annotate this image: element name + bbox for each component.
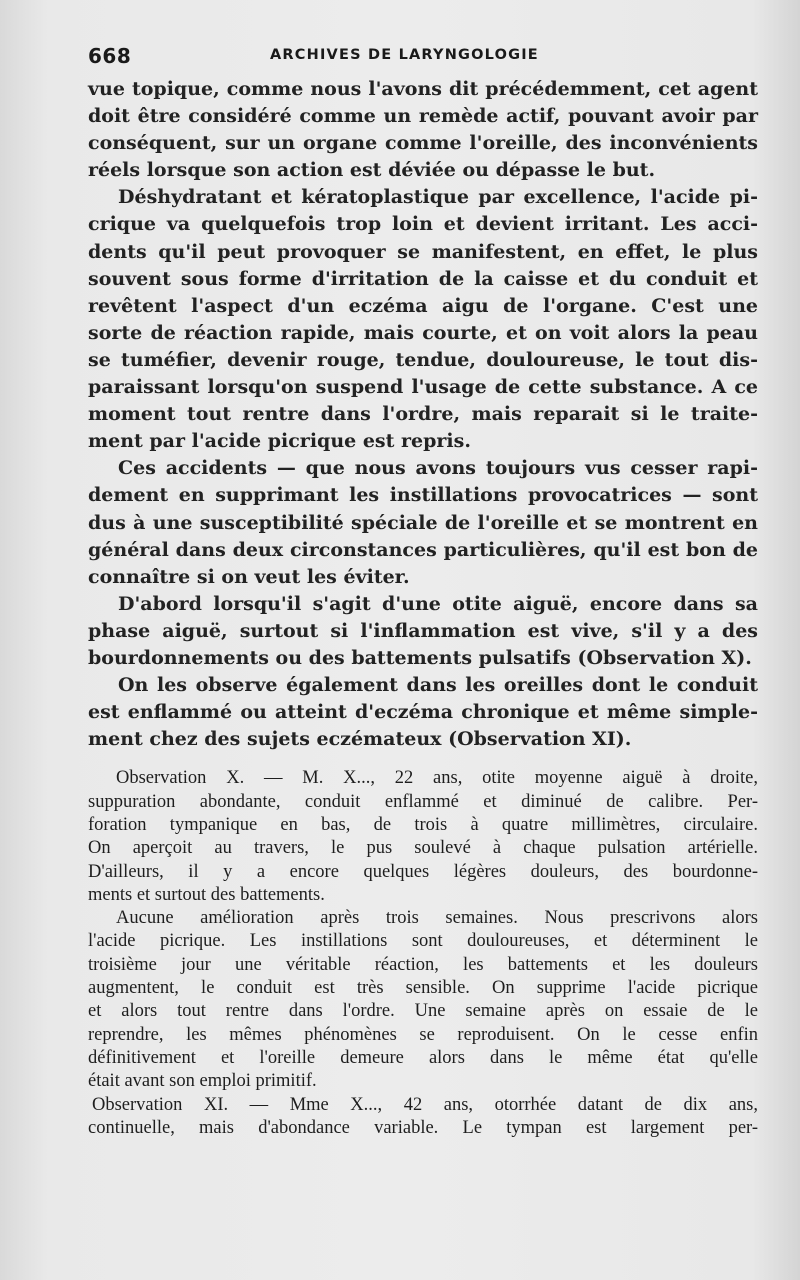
text-line: bourdonnements ou des battements pulsatifs (Observation X). — [88, 646, 752, 669]
text-line: sorte de réaction rapide, mais courte, et on voit alors la peau — [88, 321, 758, 344]
observation-xi — [88, 1094, 758, 1141]
paragraph-3 — [88, 455, 758, 590]
text-line: Observation XI. — Mme X..., 42 ans, otorrhée datant de dix ans, — [92, 1094, 758, 1115]
text-line: est enflammé ou atteint d'eczéma chronique et même simple- — [88, 701, 758, 724]
observation-x — [88, 767, 758, 907]
text-line: foration tympanique en bas, de trois à quatre millimètres, circulaire. — [88, 814, 758, 835]
paragraph-4 — [88, 591, 758, 672]
text-line: paraissant lorsqu'on suspend l'usage de cette substance. A ce — [88, 376, 758, 399]
text-line: augmentent, le conduit est très sensible. On supprime l'acide picrique — [88, 978, 758, 999]
text-line: crique va quelquefois trop loin et devient irritant. Les acci- — [88, 213, 758, 236]
text-line: On aperçoit au travers, le pus soulevé à chaque pulsation artérielle. — [88, 838, 758, 859]
text-line: se tuméfier, devenir rouge, tendue, douloureuse, le tout dis- — [88, 348, 758, 371]
text-line: Déshydratant et kératoplastique par excellence, l'acide pi- — [118, 186, 758, 209]
text-line: ment par l'acide picrique est repris. — [88, 430, 471, 453]
text-line: définitivement et l'oreille demeure alors dans le même état qu'elle — [88, 1047, 758, 1068]
text-line: phase aiguë, surtout si l'inflammation est vive, s'il y a des — [88, 619, 758, 642]
text-line: conséquent, sur un organe comme l'oreille, des inconvénients — [88, 132, 758, 155]
text-line: D'abord lorsqu'il s'agit d'une otite aiguë, encore dans sa — [118, 592, 758, 615]
paragraph-2 — [88, 184, 758, 455]
text-line: D'ailleurs, il y a encore quelques légères douleurs, des bourdonne- — [88, 861, 758, 882]
text-line: et alors tout rentre dans l'ordre. Une semaine après on essaie de le — [88, 1001, 758, 1022]
text-line: Observation X. — M. X..., 22 ans, otite moyenne aiguë à droite, — [116, 768, 758, 789]
text-line: dement en supprimant les instillations provocatrices — sont — [88, 484, 758, 507]
text-line: était avant son emploi primitif. — [88, 1071, 317, 1092]
text-line: réels lorsque son action est déviée ou dépasse le but. — [88, 159, 656, 182]
text-line: suppuration abondante, conduit enflammé et diminué de calibre. Per- — [88, 791, 758, 812]
text-line: Ces accidents — que nous avons toujours vus cesser rapi- — [118, 457, 758, 480]
text-line: l'acide picrique. Les instillations sont douloureuses, et déterminent le — [88, 931, 758, 952]
text-line: ments et surtout des battements. — [88, 884, 325, 905]
running-head: ARCHIVES DE LARYNGOLOGIE — [270, 47, 539, 63]
text-line: troisième jour une véritable réaction, les battements et les douleurs — [88, 954, 758, 975]
text-line: ment chez des sujets eczémateux (Observation XI). — [88, 728, 632, 751]
page-number: 668 — [88, 44, 132, 68]
text-line: souvent sous forme d'irritation de la caisse et du conduit et — [88, 267, 758, 290]
body-text — [88, 76, 758, 753]
text-line: doit être considéré comme un remède actif, pouvant avoir par — [88, 105, 758, 128]
observation-x-continued — [88, 907, 758, 1093]
text-line: dents qu'il peut provoquer se manifestent, en effet, le plus — [88, 240, 758, 263]
text-line: reprendre, les mêmes phénomènes se reproduisent. On le cesse enfin — [88, 1024, 758, 1045]
text-line: général dans deux circonstances particulières, qu'il est bon de — [88, 538, 758, 561]
page-header — [88, 40, 758, 76]
text-line: moment tout rentre dans l'ordre, mais reparait si le traite- — [88, 403, 758, 426]
text-line: vue topique, comme nous l'avons dit précédemment, cet agent — [88, 78, 758, 100]
text-line: connaître si on veut les éviter. — [88, 565, 410, 588]
text-line: On les observe également dans les oreilles dont le conduit — [118, 674, 758, 697]
text-line: dus à une susceptibilité spéciale de l'oreille et se montrent en — [88, 511, 758, 534]
text-line: continuelle, mais d'abondance variable. Le tympan est largement per- — [88, 1117, 758, 1138]
paragraph-1 — [88, 76, 758, 184]
paragraph-5 — [88, 672, 758, 753]
text-line: Aucune amélioration après trois semaines. Nous prescrivons alors — [116, 908, 758, 929]
text-line: revêtent l'aspect d'un eczéma aigu de l'organe. C'est une — [88, 294, 758, 317]
observations-block — [88, 767, 758, 1140]
